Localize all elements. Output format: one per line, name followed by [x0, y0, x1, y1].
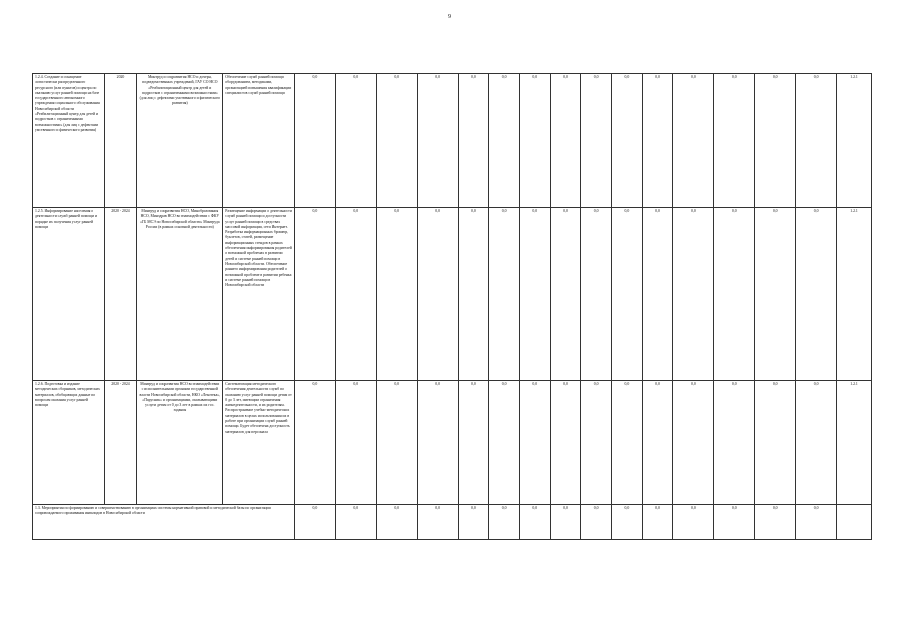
value-cell: 0,0: [755, 505, 796, 540]
indicator-code-cell: 1.2.1: [837, 208, 872, 381]
activity-title-cell: 1.2.6. Подготовка и издание методических сборников, методических материалов, обобщающих данные по вопросам оказания услуг ранней помощи: [33, 381, 105, 505]
value-cell: 0,0: [458, 505, 489, 540]
value-cell: 0,0: [612, 505, 643, 540]
value-cell: 0,0: [519, 74, 550, 208]
value-cell: 0,0: [796, 208, 837, 381]
value-cell: 0,0: [714, 505, 755, 540]
value-cell: 0,0: [489, 74, 520, 208]
value-cell: 0,0: [335, 505, 376, 540]
table-row: [33, 74, 872, 208]
value-cell: 0,0: [581, 208, 612, 381]
value-cell: 0,0: [489, 208, 520, 381]
section-title-cell: 1.3. Мероприятия по формированию и совершенствованию в организациях системы нормативной правовой и методической базы по организации сопровождаемого проживания инвалидов в Новосибирской области: [33, 505, 295, 540]
executor-cell: Минтруд и соцразвития НСО во взаимодействии с исполнительными органами государственной власти Новосибирской области, НКО «Лекотека», «Парусник» и организациями, оказывающими услуги детям от 0 до 3 лет в рамках их гос. задания: [137, 381, 223, 505]
value-cell: 0,0: [550, 505, 581, 540]
value-cell: 0,0: [755, 74, 796, 208]
value-cell: 0,0: [417, 505, 458, 540]
value-cell: 0,0: [376, 74, 417, 208]
result-cell: Систематизация методического обеспечения деятельности служб по оказанию услуг ранней помощи детям от 0 до 3 лет, имеющим ограничения жизнедеятельности, и их родителям. Распространение учебно-методических материалов в целях использования их в работе при организации служб ранней помощи. Будет обеспечена доступность материалов для персонала: [223, 381, 295, 505]
value-cell: 0,0: [550, 208, 581, 381]
value-cell: 0,0: [489, 381, 520, 505]
value-cell: 0,0: [642, 381, 673, 505]
value-cell: 0,0: [335, 381, 376, 505]
value-cell: 0,0: [519, 505, 550, 540]
value-cell: 0,0: [294, 74, 335, 208]
value-cell: 0,0: [417, 208, 458, 381]
table-row: [33, 208, 872, 381]
value-cell: 0,0: [581, 74, 612, 208]
value-cell: 0,0: [673, 74, 714, 208]
value-cell: 0,0: [642, 505, 673, 540]
value-cell: 0,0: [581, 505, 612, 540]
value-cell: 0,0: [612, 381, 643, 505]
result-cell: Размещение информации о деятельности служб ранней помощи и доступности услуг ранней помощи в средствах массовой информации, сети Интернет. Разработка информационных брошюр, буклетов, статей, размещение информационных стендов в рамках обеспечения информирования родителей о возможной проблемах в развитии детей и системе ранней помощи в Новосибирской области. Обеспечение раннего информирования родителей о возможной проблеме в развитии ребенка и системе ранней помощи в Новосибирской области: [223, 208, 295, 381]
value-cell: 0,0: [612, 74, 643, 208]
value-cell: 0,0: [376, 505, 417, 540]
years-cell: 2020: [104, 74, 137, 208]
value-cell: 0,0: [458, 208, 489, 381]
value-cell: 0,0: [519, 208, 550, 381]
program-activities-table: [32, 73, 872, 540]
value-cell: 0,0: [796, 381, 837, 505]
value-cell: 0,0: [673, 505, 714, 540]
value-cell: 0,0: [294, 381, 335, 505]
value-cell: 0,0: [755, 381, 796, 505]
value-cell: 0,0: [714, 74, 755, 208]
activity-title-cell: 1.2.4. Создание и оснащение логистически распределенного ресурсного (или пунктов) и центра по оказанию услуг ранней помощи на базе государственного автономного учреждения социального обслуживания Новосибирской области «Реабилитационный центр для детей и подростков с ограниченными возможностями» (для лиц с дефектами умственного и физического развития): [33, 74, 105, 208]
years-cell: 2020 - 2024: [104, 208, 137, 381]
section-row: [33, 505, 872, 540]
value-cell: 0,0: [755, 208, 796, 381]
years-cell: 2020 - 2024: [104, 381, 137, 505]
value-cell: 0,0: [519, 381, 550, 505]
value-cell: 0,0: [612, 208, 643, 381]
value-cell: 0,0: [550, 74, 581, 208]
value-cell: 0,0: [550, 381, 581, 505]
value-cell: 0,0: [714, 381, 755, 505]
value-cell: 0,0: [417, 381, 458, 505]
indicator-code-cell: 1.2.1: [837, 381, 872, 505]
value-cell: 0,0: [673, 381, 714, 505]
table-row: [33, 381, 872, 505]
value-cell: 0,0: [642, 74, 673, 208]
value-cell: 0,0: [376, 208, 417, 381]
value-cell: 0,0: [417, 74, 458, 208]
executor-cell: Минтруд и соцразвития НСО, Минобразования НСО, Минздрав НСО во взаимодействии с ФКУ «ГБ МСЭ по Новосибирской области» Минтруда России (в рамках основной деятельности): [137, 208, 223, 381]
value-cell: 0,0: [673, 208, 714, 381]
value-cell: 0,0: [294, 505, 335, 540]
activity-title-cell: 1.2.5. Информирование населения о деятельности служб ранней помощи и порядке их получения услуг ранней помощи: [33, 208, 105, 381]
indicator-code-cell: 1.2.1: [837, 74, 872, 208]
value-cell: 0,0: [458, 381, 489, 505]
value-cell: 0,0: [458, 74, 489, 208]
value-cell: 0,0: [796, 505, 837, 540]
value-cell: 0,0: [642, 208, 673, 381]
result-cell: Обеспечение служб ранней помощи оборудованием, методиками, организацией повышения квалификации специалистов служб ранней помощи: [223, 74, 295, 208]
value-cell: 0,0: [489, 505, 520, 540]
value-cell: 0,0: [714, 208, 755, 381]
value-cell: 0,0: [335, 74, 376, 208]
value-cell: 0,0: [796, 74, 837, 208]
executor-cell: Минтруд и соцразвития НСО и дочерн, подведомственных учреждений, ГАУ СО НСО «Реабилитационный центр для детей и подростков с ограниченными возможностями» (для лиц с дефектами умственного и физического развития): [137, 74, 223, 208]
value-cell: 0,0: [376, 381, 417, 505]
value-cell: 0,0: [335, 208, 376, 381]
value-cell: 0,0: [581, 381, 612, 505]
page-number: 9: [448, 14, 451, 20]
value-cell: 0,0: [294, 208, 335, 381]
indicator-code-cell: [837, 505, 872, 540]
